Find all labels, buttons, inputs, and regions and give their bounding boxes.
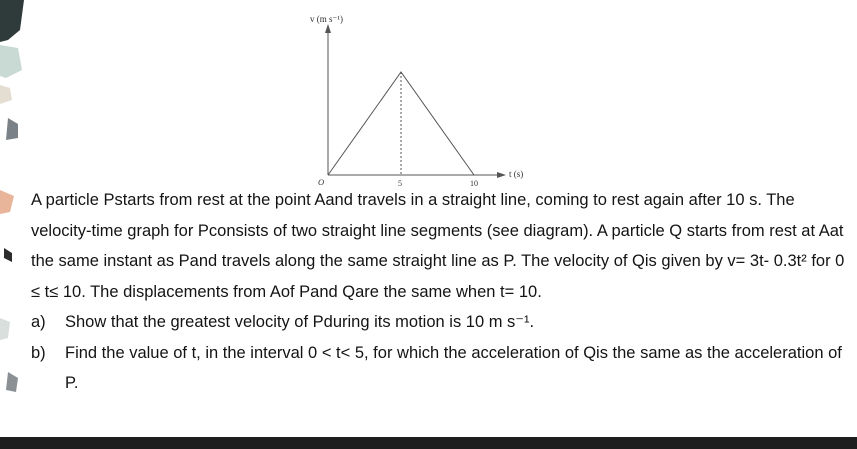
question-b-text: Find the value of t, in the interval 0 < t< 5, for which the acceleration of Qis the same as the acceleration of P. [65, 343, 842, 392]
question-b [31, 338, 846, 399]
velocity-time-graph [300, 8, 540, 188]
tick-label-5: 5 [398, 179, 402, 188]
tick-label-10: 10 [470, 179, 478, 188]
question-a-label: a) [31, 313, 46, 331]
y-axis-arrow [325, 24, 331, 33]
decorative-left-edge [0, 0, 30, 449]
problem-text [31, 185, 846, 399]
y-axis-label: v (m s⁻¹) [310, 14, 343, 24]
velocity-line [328, 72, 474, 175]
question-a-text: Show that the greatest velocity of Pduring its motion is 10 m s⁻¹. [65, 313, 535, 331]
x-axis-label: t (s) [509, 169, 524, 179]
question-b-label: b) [31, 343, 46, 362]
problem-intro: A particle Pstarts from rest at the point Aand travels in a straight line, coming to rest again after 10 s. The velocity-time graph for Pconsists of two straight line segments (see diagram). A particle Q starts from rest at Aat the same instant as Pand travels along the same straight line as P. The velocity of Qis given by v= 3t- 0.3t² for 0 ≤ t≤ 10. The displacements from Aof Pand Qare the same when t= 10. [31, 191, 845, 301]
bottom-bar [0, 437, 857, 449]
x-axis-arrow [497, 172, 506, 178]
question-a [31, 307, 846, 338]
origin-label: O [318, 177, 325, 187]
